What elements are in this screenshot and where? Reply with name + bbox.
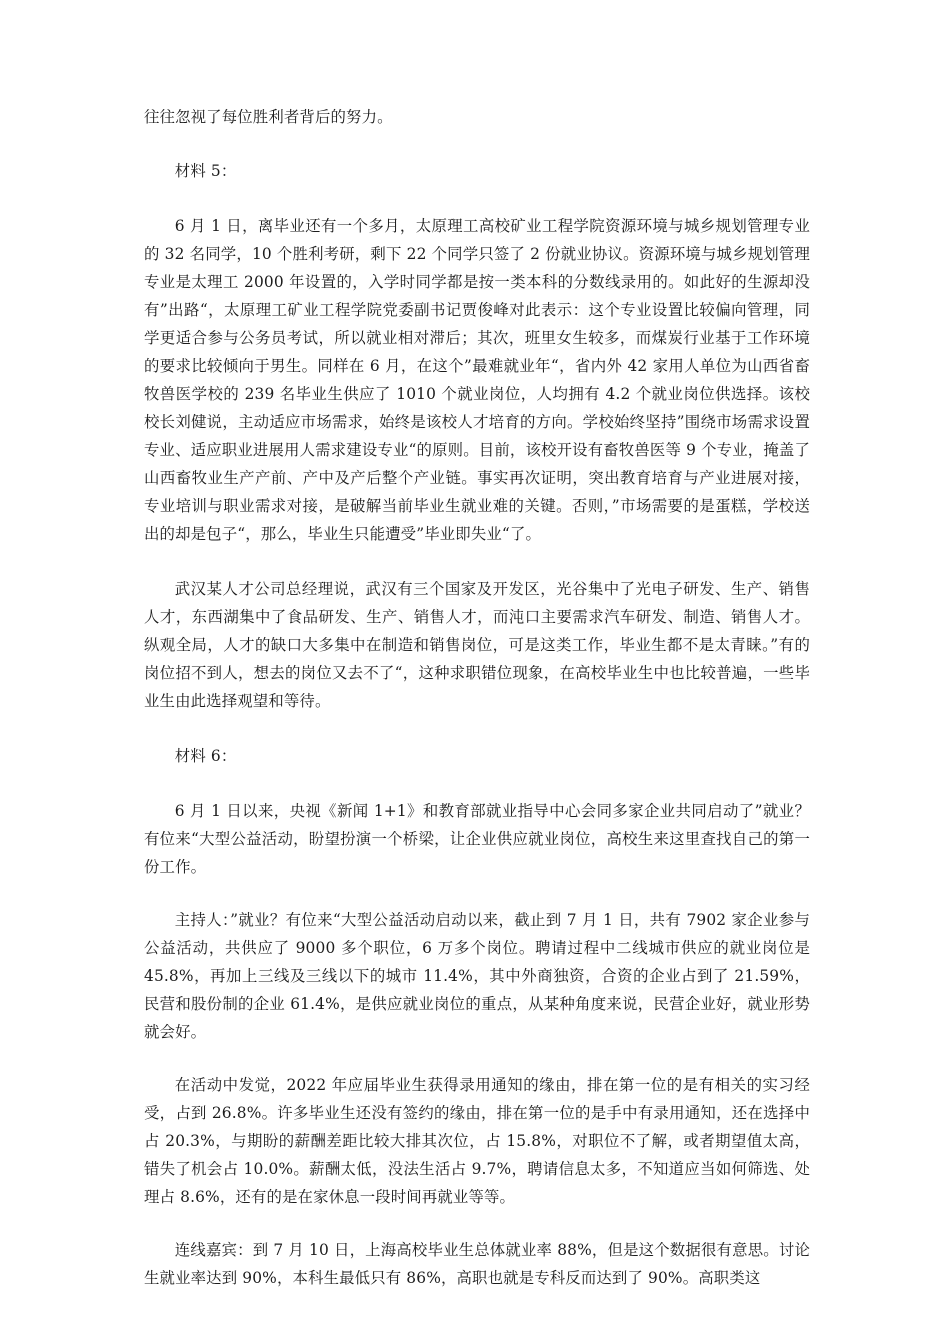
- paragraph-taiyuan-graduates: 6 月 1 日，离毕业还有一个多月，太原理工高校矿业工程学院资源环境与城乡规划管理专业的 32 名同学，10 个胜利考研，剩下 22 个同学只签了 2 份就业协议。资源环境与城乡规划管理专业是太理工 2000 年设置的，入学时同学都是按一类本科的分数线录用的。如此好的生源却没有”出路“，太原理工矿业工程学院党委副书记贾俊峰对此表示：这个专业设置比较偏向管理，同学更适合参与公务员考试，所以就业相对滞后；其次，班里女生较多，而煤炭行业基于工作环境的要求比较倾向于男生。同样在 6 月，在这个”最难就业年“，省内外 42 家用人单位为山西省畜牧兽医学校的 239 名毕业生供应了 1010 个就业岗位，人均拥有 4.2 个就业岗位供选择。该校校长刘健说，主动适应市场需求，始终是该校人才培育的方向。学校始终坚持”围绕市场需求设置专业、适应职业进展用人需求建设专业“的原则。目前，该校开设有畜牧兽医等 9 个专业，掩盖了山西畜牧业生产产前、产中及产后整个产业链。事实再次证明，突出教育培育与产业进展对接，专业培训与职业需求对接，是破解当前毕业生就业难的关键。否则，”市场需要的是蛋糕，学校送出的却是包子“，那么，毕业生只能遭受”毕业即失业“了。: [144, 217, 810, 543]
- paragraph-cctv-campaign: 6 月 1 日以来，央视《新闻 1+1》和教育部就业指导中心会同多家企业共同启动了”就业？有位来“大型公益活动，盼望扮演一个桥梁，让企业供应就业岗位，高校生来这里查找自己的第一份工作。: [144, 802, 810, 876]
- material-6-heading: 材料 6：: [174, 747, 237, 765]
- paragraph-offer-reasons: 在活动中发觉，2022 年应届毕业生获得录用通知的缘由，排在第一位的是有相关的实习经受，占到 26.8%。许多毕业生还没有签约的缘由，排在第一位的是手中有录用通知，还在选择中占 20.3%，与期盼的薪酬差距比较大排其次位，占 15.8%，对职位不了解，或者期望值太高，错失了机会占 10.0%。薪酬太低，没法生活占 9.7%，聘请信息太多，不知道应当如何筛选、处理占 8.6%，还有的是在家休息一段时间再就业等等。: [144, 1076, 810, 1206]
- paragraph-host-statement: 主持人：”就业？有位来“大型公益活动启动以来，截止到 7 月 1 日，共有 7902 家企业参与公益活动，共供应了 9000 多个职位，6 万多个岗位。聘请过程中二线城市供应的就业岗位是 45.8%，再加上三线及三线以下的城市 11.4%，其中外商独资，合资的企业占到了 21.59%，民营和股份制的企业 61.4%，是供应就业岗位的重点，从某种角度来说，民营企业好，就业形势就会好。: [144, 911, 810, 1041]
- paragraph-wuhan-talent: 武汉某人才公司总经理说，武汉有三个国家及开发区，光谷集中了光电子研发、生产、销售人才，东西湖集中了食品研发、生产、销售人才，而沌口主要需求汽车研发、制造、销售人才。纵观全局，人才的缺口大多集中在制造和销售岗位，可是这类工作，毕业生都不是太青睐。”有的岗位招不到人，想去的岗位又去不了“，这种求职错位现象，在高校毕业生中也比较普遍，一些毕业生由此选择观望和等待。: [144, 580, 810, 710]
- paragraph-shanghai-employment: 连线嘉宾：到 7 月 10 日，上海高校毕业生总体就业率 88%，但是这个数据很有意思。讨论生就业率达到 90%，本科生最低只有 86%，高职也就是专科反而达到了 90%。高职类这: [144, 1241, 810, 1287]
- paragraph-continuation: 往往忽视了每位胜利者背后的努力。: [144, 108, 393, 126]
- document-body: [144, 103, 810, 1292]
- material-5-heading: 材料 5：: [174, 162, 237, 180]
